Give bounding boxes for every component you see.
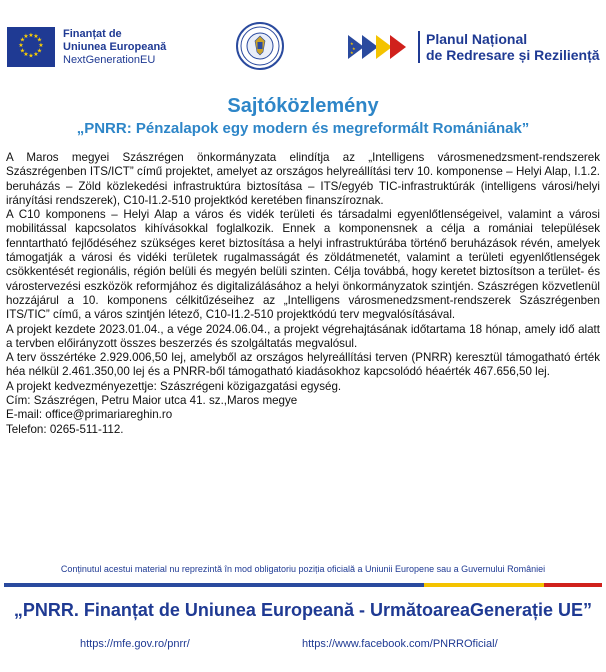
paragraph-address: Cím: Szászrégen, Petru Maior utca 41. sz.,Maros megye (6, 394, 298, 408)
eu-flag-icon (7, 27, 55, 67)
divider-red (544, 583, 602, 587)
svg-text:★: ★ (23, 51, 29, 58)
divider-yellow (424, 583, 544, 587)
paragraph-budget: A terv összértéke 2.929.006,50 lej, amelyből az országos helyreállítási terven (PNRR) keresztül támogatható érték héa nélkül 2.461.350,00 lej és a PNRR-ből támogatható kiadásokhoz kapcsolódó héaérték 467.656,50 lej. (6, 351, 600, 379)
eu-funding-label (63, 28, 166, 67)
mfe-link[interactable]: https://mfe.gov.ro/pnrr/ (80, 638, 190, 650)
svg-text:★: ★ (350, 41, 354, 46)
facebook-link[interactable]: https://www.facebook.com/PNRROficial/ (302, 638, 498, 650)
paragraph-email: E-mail: office@primariareghin.ro (6, 408, 173, 422)
eu-line2: Uniunea Europeană (63, 41, 167, 53)
svg-text:★: ★ (38, 42, 44, 49)
svg-text:★: ★ (33, 33, 39, 40)
svg-text:★: ★ (18, 42, 24, 49)
pnrr-line2: de Redresare și Reziliență (426, 47, 600, 63)
paragraph-component: A C10 komponens – Helyi Alap a város és vidék területi és társadalmi egyenlőtlenségeivel, valamint a városi mobilitással kapcsolatos kihívásokkal foglalkozik. Ennek a komponensnek a célja a romániai települések fenntartható fejlődéséhez szükséges keret biztosítása a helyi infrastruktúrába történő beruházások révén, amelyek támogatják a városi és vidéki területek rugalmasságát és zöldátmenetét, valamint a területi egyenlőtlenségek csökkentését regionális, régión belüli és megyén belüli szinten. Célja továbbá, hogy keretet biztosítson a terület- és várostervezési eszközök reformjához és digitalizálásához a helyi önkormányzatok szintjén. Szászrégen közvetlenül hozzájárul a 10. komponens célkitűzéseihez az „Intelligens városmenedzsment-rendszerek Szászrégenben ITS/TIC” című, a város szintjén létező, C10-I1.2-510 projektkódú terv megvalósításával. (6, 208, 600, 322)
svg-text:★: ★ (352, 46, 356, 51)
svg-text:★: ★ (28, 32, 34, 39)
press-release-body (6, 151, 600, 437)
tricolor-divider (4, 583, 602, 587)
pnrr-line1: Planul Național (426, 31, 528, 47)
pnrr-plan-label (418, 31, 600, 63)
government-seal-icon (236, 22, 284, 70)
paragraph-beneficiary: A projekt kedvezményezettje: Szászrégeni közigazgatási egység. (6, 379, 342, 393)
paragraph-timeline: A projekt kezdete 2023.01.04., a vége 2024.06.04., a projekt végrehajtásának időtartama 18 hónap, amely idő alatt a tervben előirányzott összes beszerzés és szolgáltatás megvalósul. (6, 322, 600, 350)
page-title: Sajtóközlemény (227, 95, 379, 117)
header (0, 0, 606, 88)
disclaimer: Conținutul acestui material nu reprezintă în mod obligatoriu poziția oficială a Uniunii Europene sau a Guvernului României (60, 564, 546, 574)
eu-line3: NextGenerationEU (63, 54, 156, 66)
paragraph-project-intro: A Maros megyei Szászrégen önkormányzata elindítja az „Intelligens városmenedzsment-rendszerek Szászrégenben ITS/ICT” című projektet, amelyet az országos helyreállítási terv 10. komponense – Helyi Alap, I.1.2. beruházás – Zöld közlekedési infrastruktúra biztosítása – ITS/egyéb TIC-infrastruktúrák (intelligens városi/helyi irányítási rendszerek), C10-I1.2-510 projektkód keretében finanszíroznak. (6, 151, 600, 207)
paragraph-phone: Telefon: 0265-511-112. (6, 422, 124, 436)
svg-text:★: ★ (33, 51, 39, 58)
svg-text:★: ★ (23, 33, 29, 40)
divider-blue (4, 583, 424, 587)
svg-text:★: ★ (36, 36, 43, 44)
pnrr-logo-icon (348, 32, 406, 62)
footer-title: „PNRR. Finanțat de Uniunea Europeană - UrmătoareaGenerație UE” (13, 600, 593, 620)
svg-text:★: ★ (36, 47, 43, 55)
svg-text:★: ★ (350, 50, 354, 55)
svg-text:★: ★ (28, 52, 34, 60)
svg-text:★: ★ (19, 47, 26, 55)
page-subtitle: „PNRR: Pénzalapok egy modern és megreformált Romániának” (76, 120, 530, 137)
svg-text:★: ★ (19, 36, 26, 44)
eu-line1: Finanțat de (63, 28, 122, 40)
